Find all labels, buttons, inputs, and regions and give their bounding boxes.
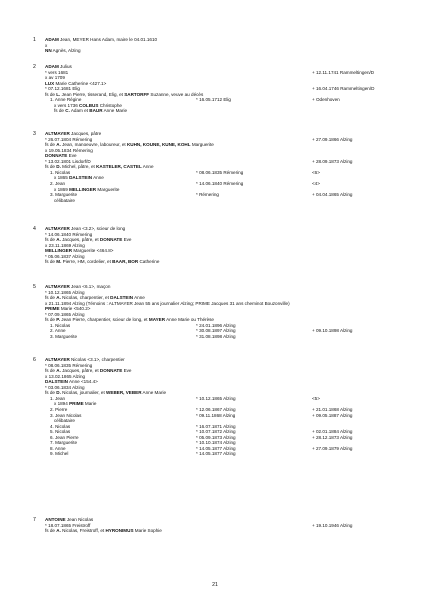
entry-line: 2. Jean bbox=[50, 180, 66, 186]
death-or-reference: + 12.11.1741 Rammeltingen/D bbox=[312, 69, 375, 75]
entry-line: 7. Marguerite bbox=[50, 440, 78, 446]
birth-date: * 14.05.1877 Alzing bbox=[196, 445, 236, 451]
entry-line: fs de D. Michel, pâtre, et KASTELER, CASTEL Anne bbox=[45, 164, 154, 170]
entry-line: fs de A. Nicolas, Freistroff, et HYRONIMUS Marie Sophie bbox=[45, 528, 162, 534]
entry-line: * 07.09.1865 Alzing bbox=[45, 311, 85, 317]
death-or-reference: + 09.10.1898 Alzing bbox=[312, 328, 353, 334]
birth-date: * 24.01.1896 Alzing bbox=[196, 322, 236, 328]
entry-line: 1. Nicolas bbox=[50, 169, 71, 175]
entry-line: 3. Marguerite bbox=[50, 192, 78, 198]
death-or-reference: + 28.12.1873 Alzing bbox=[312, 434, 353, 440]
entry-line: fs de C. Adam et BAUR Anne Marie bbox=[54, 108, 128, 114]
entry-line: PRIME Marie <540.2> bbox=[45, 306, 91, 312]
entry-line: fs de A. Jacques, pâtre, et DONNATE Eve bbox=[45, 237, 132, 243]
entry-line: * 03.06.1834 Alzing bbox=[45, 384, 85, 390]
entry-line: 8. Anne bbox=[50, 445, 66, 451]
entry-line: x av 1709 bbox=[45, 75, 65, 81]
entry-line: 6. Jean Pierre bbox=[50, 434, 79, 440]
entry-line: DALSTEIN Anne <154.4> bbox=[45, 379, 98, 385]
entry-line: * 10.12.1865 Alzing bbox=[45, 289, 85, 295]
birth-date: * 30.08.1897 Alzing bbox=[196, 328, 236, 334]
birth-date: * Rémering bbox=[196, 192, 219, 198]
entry-number: 3 bbox=[33, 131, 36, 137]
entry-line: x 21.11.1894 Alzing (Témoins : ALTMAYER Jean 55 ans journalier Alzing; PRIME Jacques 31 ans cheminot Bouzonville) bbox=[45, 300, 290, 306]
entry-line: fs de A. Nicolas, charpentier, et DALSTEIN Anne bbox=[45, 295, 145, 301]
birth-date: * 16.07.1871 Alzing bbox=[196, 423, 236, 429]
birth-date: * 31.08.1898 Alzing bbox=[196, 333, 236, 339]
entry-line: 2. Pierre bbox=[50, 406, 68, 412]
birth-date: * 10.12.1865 Alzing bbox=[196, 395, 236, 401]
entry-line: x 23.11.1869 Alzing bbox=[45, 242, 85, 248]
death-or-reference: + 09.05.1887 Alzing bbox=[312, 412, 353, 418]
entry-line: fs de M. Pierre, HM, cordelier, et BAAR, BOR Catherine bbox=[45, 259, 160, 265]
death-or-reference: + 27.09.1879 Alzing bbox=[312, 445, 353, 451]
entry-line: ALTMAYER Jean <3.2>, scieur de long bbox=[45, 226, 126, 231]
death-or-reference: + 21.01.1868 Alzing bbox=[312, 406, 353, 412]
entry-line: * 18.07.1865 Freistroff bbox=[45, 522, 91, 528]
entry-number: 4 bbox=[33, 226, 36, 232]
entry-line: ALTMAYER Jean <6.1>, maçon bbox=[45, 284, 111, 289]
entry-line: x 1865 DALSTEIN Anne bbox=[54, 175, 104, 181]
death-or-reference: + 02.01.1884 Alzing bbox=[312, 429, 353, 435]
entry-number: 1 bbox=[33, 37, 36, 43]
birth-date: * 09.11.1868 Alzing bbox=[196, 412, 236, 418]
entry-line: * vers 1681 bbox=[45, 69, 69, 75]
entry-line: * 13.02.1801 Lisdorf/D bbox=[45, 158, 91, 164]
entry-line: fs de A. Jacques, pâtre, et DONNATE Eve bbox=[45, 368, 132, 374]
birth-date: * 05.09.1873 Alzing bbox=[196, 434, 236, 440]
death-or-reference: <6> bbox=[312, 169, 320, 175]
entry-line: 1. Jean bbox=[50, 395, 66, 401]
birth-date: * 16.05.1712 Elig bbox=[196, 97, 231, 103]
entry-line: ADAM Julius bbox=[45, 64, 72, 69]
entry-line: 2. Anne bbox=[50, 328, 66, 334]
death-or-reference: <4> bbox=[312, 180, 320, 186]
entry-line: * 14.06.1840 Rémering bbox=[45, 231, 93, 237]
entry-line: célibataire bbox=[54, 418, 75, 424]
entry-line: célibataire bbox=[54, 197, 75, 203]
entry-line: ALTMAYER Jacques, pâtre bbox=[45, 131, 102, 136]
death-or-reference: <5> bbox=[312, 395, 320, 401]
birth-date: * 08.06.1835 Rémering bbox=[196, 169, 244, 175]
entry-line: x vers 1736 COLBUS Christophe bbox=[54, 102, 122, 108]
entry-number: 7 bbox=[33, 517, 36, 523]
entry-line: 5. Nicolas bbox=[50, 429, 71, 435]
page-number: 21 bbox=[212, 582, 218, 588]
entry-line: NN Agnès, Alzing bbox=[45, 48, 81, 54]
death-or-reference: + 16.04.1746 Rammeltingen/D bbox=[312, 86, 375, 92]
entry-number: 2 bbox=[33, 64, 36, 70]
entry-line: fs de A. Jean, manoeuvre, laboureur, et KUHN, KOUNE, KUNE, KOHL Marguerite bbox=[45, 142, 214, 148]
birth-date: * 12.06.1867 Alzing bbox=[196, 406, 236, 412]
entry-line: 1. Nicolas bbox=[50, 322, 71, 328]
death-or-reference: + 19.10.1946 Alzing bbox=[312, 522, 353, 528]
entry-line: * 08.06.1835 Rémering bbox=[45, 362, 93, 368]
entry-line: * 26.07.1804 Rémering bbox=[45, 136, 93, 142]
entry-line: 4. Nicolas bbox=[50, 423, 71, 429]
entry-line: ANTOINE Jean Nicolas bbox=[45, 517, 94, 522]
entry-line: fs de P. Jean Pierre, charpentier, scieur de long, et MAYER Anne Marie ou Thérèse bbox=[45, 317, 214, 323]
entry-line: DONNATE Eve bbox=[45, 153, 77, 159]
entry-line: ALTMAYER Nicolas <3.1>, charpentier bbox=[45, 357, 125, 362]
birth-date: * 14.05.1877 Alzing bbox=[196, 451, 236, 457]
entry-line: 1. Anne Régine bbox=[50, 97, 82, 103]
death-or-reference: + 28.09.1873 Alzing bbox=[312, 158, 353, 164]
birth-date: * 10.10.1874 Alzing bbox=[196, 440, 236, 446]
death-or-reference: + Odenhoven bbox=[312, 97, 340, 103]
entry-line: MELLINGER Marguerite <464.8> bbox=[45, 248, 114, 254]
entry-line: LUX Marie Catherine <427.1> bbox=[45, 80, 107, 86]
death-or-reference: + 27.09.1866 Alzing bbox=[312, 136, 353, 142]
entry-line: ADAM Jean, MEYER Hans Adam, maire le 04.01.1610 bbox=[45, 37, 158, 42]
entry-line: x 1869 MELLINGER Marguerite bbox=[54, 186, 120, 192]
entry-line: fs de D. Nicolas, journalier, et WEBER, VEBER Anne Marie bbox=[45, 390, 167, 396]
entry-line: 3. Marguerite bbox=[50, 333, 78, 339]
entry-line: x 19.05.1834 Rémering bbox=[45, 147, 93, 153]
entry-line: * 07.12.1681 Elig bbox=[45, 86, 80, 92]
entry-number: 6 bbox=[33, 357, 36, 363]
entry-line: x bbox=[45, 42, 48, 48]
entry-line: x 13.02.1865 Alzing bbox=[45, 373, 86, 379]
entry-line: * 05.06.1837 Alzing bbox=[45, 253, 85, 259]
entry-line: fs de L. Jean Pierre, tisserand, Elig, et SARTORFF Suzanne, veuve au décès bbox=[45, 91, 204, 97]
death-or-reference: + 04.04.1865 Alzing bbox=[312, 192, 353, 198]
entry-line: 3. Jean Nicolas bbox=[50, 412, 82, 418]
entry-number: 5 bbox=[33, 284, 36, 290]
entry-line: 9. Michel bbox=[50, 451, 69, 457]
entry-line: x 1894 PRIME Marie bbox=[54, 401, 97, 407]
birth-date: * 10.07.1872 Alzing bbox=[196, 429, 236, 435]
birth-date: * 14.06.1840 Rémering bbox=[196, 180, 244, 186]
